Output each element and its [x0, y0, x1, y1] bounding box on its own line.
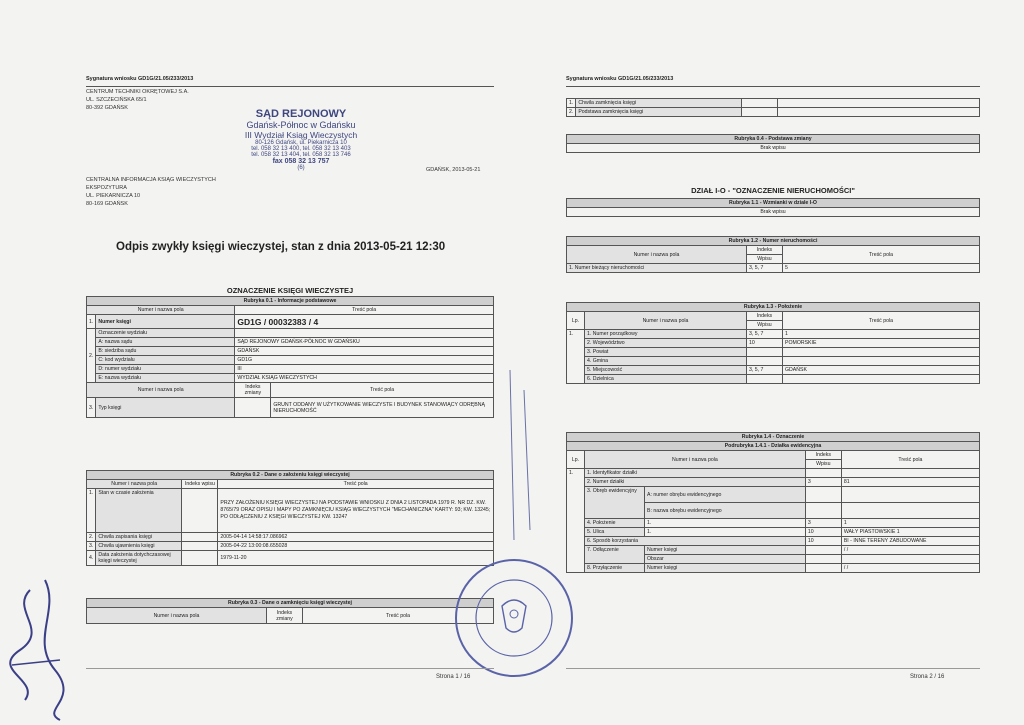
footer-divider — [566, 668, 980, 669]
signature-line: Sygnatura wniosku GD1G/21.05/233/2013 — [566, 76, 674, 82]
table-header: Rubryka 0.1 - Informacje podstawowe — [87, 297, 494, 306]
footer-divider — [86, 668, 494, 669]
table-header: Rubryka 0.3 - Dane o zamknięciu księgi wieczystej — [87, 599, 494, 608]
table-header: Rubryka 1.1 - Wzmianki w dziale I-O — [567, 199, 980, 208]
page-number: Strona 1 / 16 — [436, 674, 471, 680]
closure-table: 1. Chwila zamknięcia księgi 2. Podstawa zamknięcia księgi — [566, 98, 980, 117]
section-title: DZIAŁ I-O - "OZNACZENIE NIERUCHOMOŚCI" — [691, 186, 855, 195]
document-title: Odpis zwykły księgi wieczystej, stan z dnia 2013-05-21 12:30 — [116, 241, 446, 253]
divider — [86, 86, 494, 87]
handwritten-signature — [0, 570, 80, 725]
recipient-address: CENTRALNA INFORMACJA KSIĄG WIECZYSTYCH EKSPOZYTURA UL. PIEKARNICZA 10 80-169 GDAŃSK — [86, 177, 216, 207]
table-header: Rubryka 1.4 - Oznaczenie — [567, 433, 980, 442]
rubryka-1-4-table: Rubryka 1.4 - Oznaczenie Podrubryka 1.4.1 - Działka ewidencyjna Lp. Numer i nazwa pola Indeks Treść pola Wpisu 1. 1. Identyfikator działki 2. Numer działki 3 81 3. Obręb ewidencyjny A: numer obrębu ewidencyjnego B: nazwa obrębu ewidencyjnego 4. Położenie 1. 3 1 5. Ulica 1. 10 WAŁY PIASTOWSKIE 1 6. Sposób korzystania 10 BI - INNE TERENY ZABUDOWANE 7. Odłączenie Numer księgi / / Obszar 8. Przyłączenie Numer księgi / / — [566, 432, 980, 573]
rubryka-1-3-table: Rubryka 1.3 - Położenie Lp. Numer i nazwa pola Indeks Treść pola Wpisu 1. 1. Numer porządkowy 3, 5, 7 1 2. Województwo 10 POMORSKIE 3. Powiat 4. Gmina 5. Miejscowość 3, 5, 7 GDAŃSK 6. Dzielnica — [566, 302, 980, 384]
divider — [566, 86, 980, 87]
rubryka-0-3-table: Rubryka 0.3 - Dane o zamknięciu księgi wieczystej Numer i nazwa pola Indeks zmiany Treść pola — [86, 598, 494, 624]
table-header: Rubryka 1.2 - Numer nieruchomości — [567, 237, 980, 246]
section-title: OZNACZENIE KSIĘGI WIECZYSTEJ — [226, 286, 354, 295]
right-page — [512, 0, 1024, 725]
rubryka-0-4-table: Rubryka 0.4 - Podstawa zmiany Brak wpisu — [566, 134, 980, 153]
table-header: Rubryka 0.2 - Dane o założeniu księgi wieczystej — [87, 471, 494, 480]
rubryka-0-2-table: Rubryka 0.2 - Dane o założeniu księgi wieczystej Numer i nazwa pola Indeks wpisu Treść pola 1. Stan w czasie założenia PRZY ZAŁOŻENIU KSIĘGI WIECZYSTEJ NA PODSTAWIE WNIOSKU Z DNIA 2 LISTOPADA 1979 R. NR DZ. KW. 8765/79 ORAZ OPISU I MAPY PO ZAMKNIĘCIU KSIĄG WIECZYSTYCH "MECHANICZNA" KARTY: 93; KW. 13245; PO ODŁĄCZENIU Z KSIĘGI WIECZYSTEJ KW. 13247 2. Chwila zapisania księgi 2005-04-14 14:58:17.086962 3. Chwila ujawnienia księgi 2005-04-22 13:00:08.655028 4. Data założenia dotychczasowej księgi wieczystej 1979-11-20 — [86, 470, 494, 566]
place-date: GDAŃSK, 2013-05-21 — [426, 167, 481, 173]
table-header: Rubryka 1.3 - Położenie — [567, 303, 980, 312]
signature-line: Sygnatura wniosku GD1G/21.05/233/2013 — [86, 76, 194, 82]
book-number: GD1G / 00032383 / 4 — [235, 315, 494, 329]
rubryka-1-1-table: Rubryka 1.1 - Wzmianki w dziale I-O Brak wpisu — [566, 198, 980, 217]
sender-address: CENTRUM TECHNIKI OKRĘTOWEJ S.A. UL. SZCZECIŃSKA 65/1 80-392 GDAŃSK — [86, 89, 189, 111]
table-subheader: Podrubryka 1.4.1 - Działka ewidencyjna — [567, 442, 980, 451]
table-header: Rubryka 0.4 - Podstawa zmiany — [567, 135, 980, 144]
rubryka-1-2-table: Rubryka 1.2 - Numer nieruchomości Numer i nazwa pola Indeks Treść pola Wpisu 1. Numer bieżący nieruchomości 3, 5, 7 5 — [566, 236, 980, 273]
court-stamp: SĄD REJONOWY Gdańsk-Północ w Gdańsku III Wydział Ksiąg Wieczystych 80-126 Gdańsk, ul. Piekarnicza 10 tel. 058 32 13 400, tel. 058 32 13 403 tel. 058 32 13 404, tel. 058 32 13 746 fax 058 32 13 757 (6) — [244, 108, 358, 171]
page-number: Strona 2 / 16 — [910, 674, 945, 680]
rubryka-0-1-table: Rubryka 0.1 - Informacje podstawowe Numer i nazwa pola Treść pola 1. Numer księgi GD1G / 00032383 / 4 2. Oznaczenie wydziału A: nazwa sądu SĄD REJONOWY GDAŃSK-PÓŁNOC W GDAŃSKU B: siedziba sądu GDAŃSK C: kod wydziału GD1G D: numer wydziału III E: nazwa wydziału WYDZIAŁ KSIĄG WIECZYSTYCH Numer i nazwa pola Indeks zmiany Treść pola 3. Typ księgi GRUNT ODDANY W UŻYTKOWANIE WIECZYSTE I BUDYNEK STANOWIĄCY ODRĘBNĄ NIERUCHOMOŚĆ — [86, 296, 494, 418]
